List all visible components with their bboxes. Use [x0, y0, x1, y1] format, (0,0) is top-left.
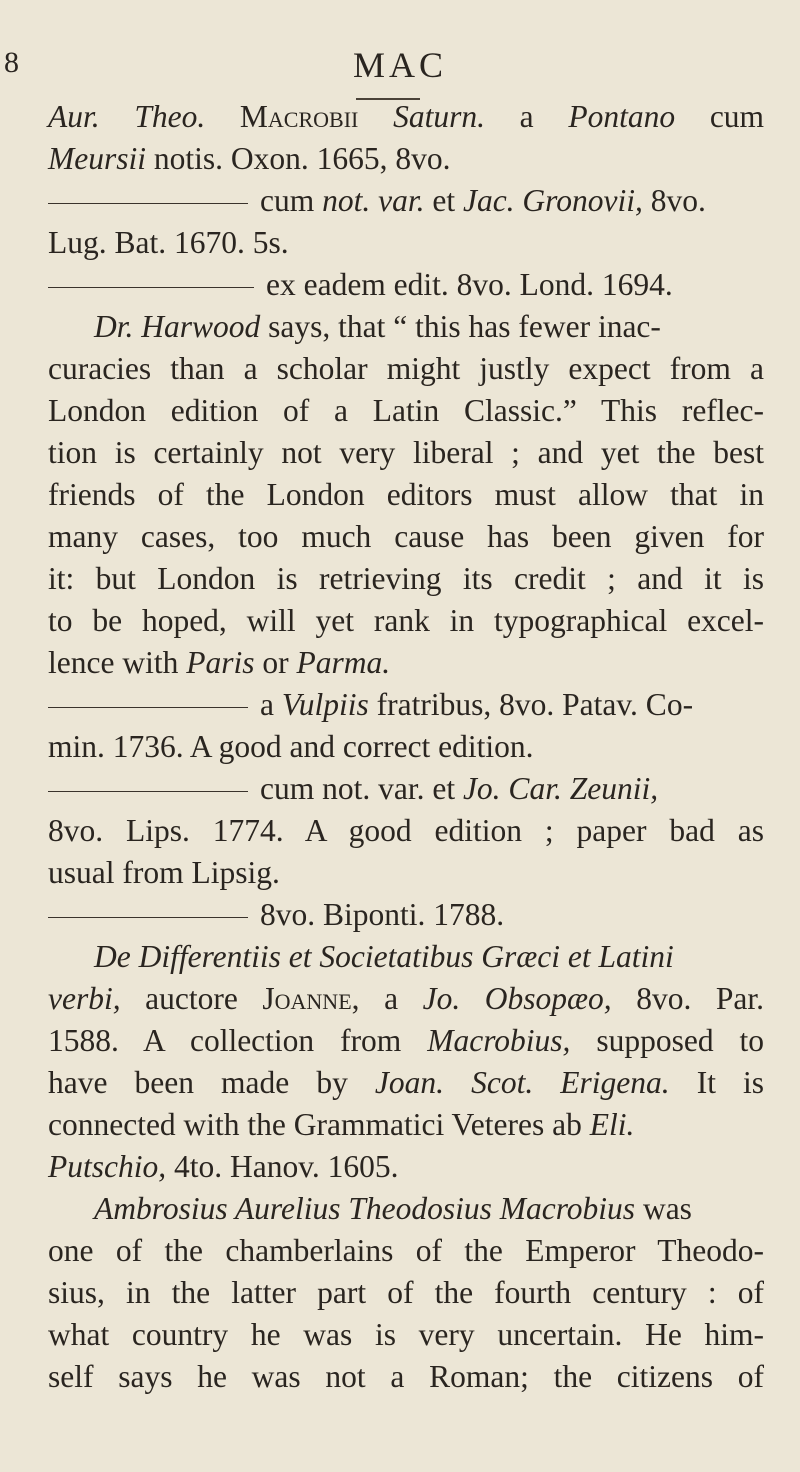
text-line: London edition of a Latin Classic.” This reflec- — [48, 393, 764, 428]
text-line: usual from Lipsig. — [48, 855, 280, 890]
text-line: have been made by Joan. Scot. Erigena. It is — [48, 1065, 765, 1100]
text-line: it: but London is retrieving its credit ; and it is — [48, 561, 764, 596]
text-line: what country he was is very uncertain. He him- — [48, 1317, 764, 1352]
text-line: Putschio, 4to. Hanov. 1605. — [48, 1149, 399, 1184]
text-line: ex eadem edit. 8vo. Lond. 1694. — [48, 264, 764, 306]
text-line: sius, in the latter part of the fourth century : of — [48, 1275, 764, 1310]
ditto-dash — [48, 917, 248, 918]
text-line: many cases, too much cause has been given for — [48, 519, 764, 554]
text-line: Meursii notis. Oxon. 1665, 8vo. — [48, 141, 451, 176]
text-line: to be hoped, will yet rank in typographical excel- — [48, 603, 764, 638]
text-line: Lug. Bat. 1670. 5s. — [48, 225, 289, 260]
text-line: friends of the London editors must allow that in — [48, 477, 764, 512]
text-line: self says he was not a Roman; the citizens of — [48, 1359, 764, 1394]
text-line: a Vulpiis fratribus, 8vo. Patav. Co- — [48, 684, 764, 726]
text-line: Ambrosius Aurelius Theodosius Macrobius was — [94, 1191, 692, 1226]
ditto-dash — [48, 203, 248, 204]
text-line: 8vo. Lips. 1774. A good edition ; paper bad as — [48, 813, 764, 848]
text-line: 1588. A collection from Macrobius, supposed to — [48, 1023, 765, 1058]
text-line: De Differentiis et Societatibus Græci et Latini — [94, 939, 674, 974]
text-line: Dr. Harwood says, that “ this has fewer inac- — [94, 309, 661, 344]
text-line: Aur. Theo. Macrobii Saturn. a Pontano cum — [48, 99, 765, 134]
text-line: tion is certainly not very liberal ; and yet the best — [48, 435, 764, 470]
body-text — [48, 96, 764, 1398]
ditto-dash — [48, 791, 248, 792]
text-line: 8vo. Biponti. 1788. — [48, 894, 764, 936]
text-line: lence with Paris or Parma. — [48, 645, 391, 680]
ditto-dash — [48, 287, 254, 288]
text-line: curacies than a scholar might justly expect from a — [48, 351, 764, 386]
text-line: connected with the Grammatici Veteres ab Eli. — [48, 1107, 635, 1142]
running-head: MAC — [352, 45, 448, 85]
page-number: 8 — [4, 46, 19, 79]
text-line: one of the chamberlains of the Emperor Theodo- — [48, 1233, 764, 1268]
text-line: cum not. var. et Jac. Gronovii, 8vo. — [48, 180, 764, 222]
text-line: verbi, auctore Joanne, a Jo. Obsopæo, 8vo. Par. — [48, 981, 764, 1016]
page-header — [0, 44, 800, 94]
text-line: cum not. var. et Jo. Car. Zeunii, — [48, 768, 764, 810]
text-line: min. 1736. A good and correct edition. — [48, 729, 534, 764]
ditto-dash — [48, 707, 248, 708]
